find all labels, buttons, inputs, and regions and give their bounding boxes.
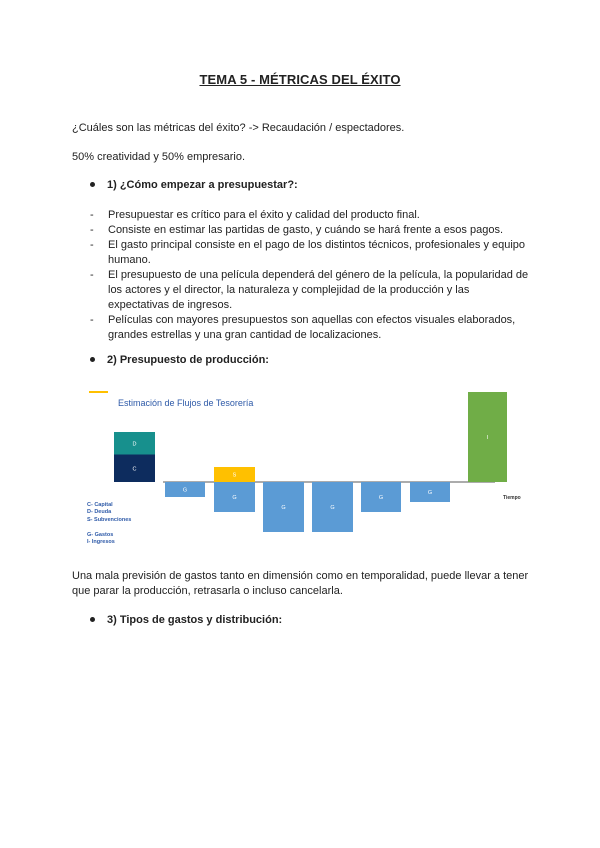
chart-title: Estimación de Flujos de Tesorería [118,398,254,408]
list-item: - Películas con mayores presupuestos son aquellas con efectos visuales elaborados, grandes estrellas y una gran cantidad de localizaciones. [90,313,530,343]
legend-capital: C- Capital [87,502,113,508]
list-item: - El gasto principal consiste en el pago de los distintos técnicos, profesionales y equipo humano. [90,238,530,268]
legend-deuda: D- Deuda [87,509,112,515]
list-item: - El presupuesto de una película dependerá del género de la película, la popularidad de los actores y el director, la naturaleza y complejidad de la producción y las expectativas de ingresos. [90,268,530,313]
bar-label-g-2: G [182,487,188,494]
bar-label-g-4: G [281,505,286,511]
legend-subvenciones: S- Subvenciones [87,517,132,523]
intro-line-1: ¿Cuáles son las métricas del éxito? -> Recaudación / espectadores. [72,122,405,134]
chart-x-label: Tiempo [503,495,521,501]
cash-flow-chart [85,385,530,550]
bar-label-g-6: G [378,495,384,501]
list-item: - Presupuestar es crítico para el éxito y calidad del producto final. [90,208,530,223]
section-heading-3-label: 3) Tipos de gastos y distribución: [107,614,283,626]
bar-label-g-3: G [232,495,237,501]
section-heading-2-label: 2) Presupuesto de producción: [107,354,269,366]
budget-list [90,208,530,343]
legend-ingresos: I- Ingresos [87,539,115,545]
bar-label-g-7: G [427,490,433,496]
section-heading-1 [90,179,298,191]
after-chart-paragraph: Una mala previsión de gastos tanto en dimensión como en temporalidad, puede llevar a tener que parar la producción, retrasarla o incluso cancelarla. [72,570,529,597]
bar-label-i-8: I [486,435,489,441]
intro-line-2: 50% creatividad y 50% empresario. [72,151,246,163]
section-heading-3 [90,614,282,626]
bar-label-s-3: S [232,472,237,479]
bar-label-g-5: G [330,505,335,511]
bar-label-d-1: D [132,441,137,448]
bullet-icon [90,617,95,622]
bullet-icon [90,182,95,187]
bullet-icon [90,357,95,362]
page-title: TEMA 5 - MÉTRICAS DEL ÉXITO [199,72,401,87]
list-item: - Consiste en estimar las partidas de gasto, y cuándo se hará frente a esos pagos. [90,223,530,238]
bar-label-c-1: C [132,466,137,473]
legend-gastos: G- Gastos [87,532,114,538]
section-heading-2 [90,354,269,366]
section-heading-1-label: 1) ¿Cómo empezar a presupuestar?: [107,179,298,191]
